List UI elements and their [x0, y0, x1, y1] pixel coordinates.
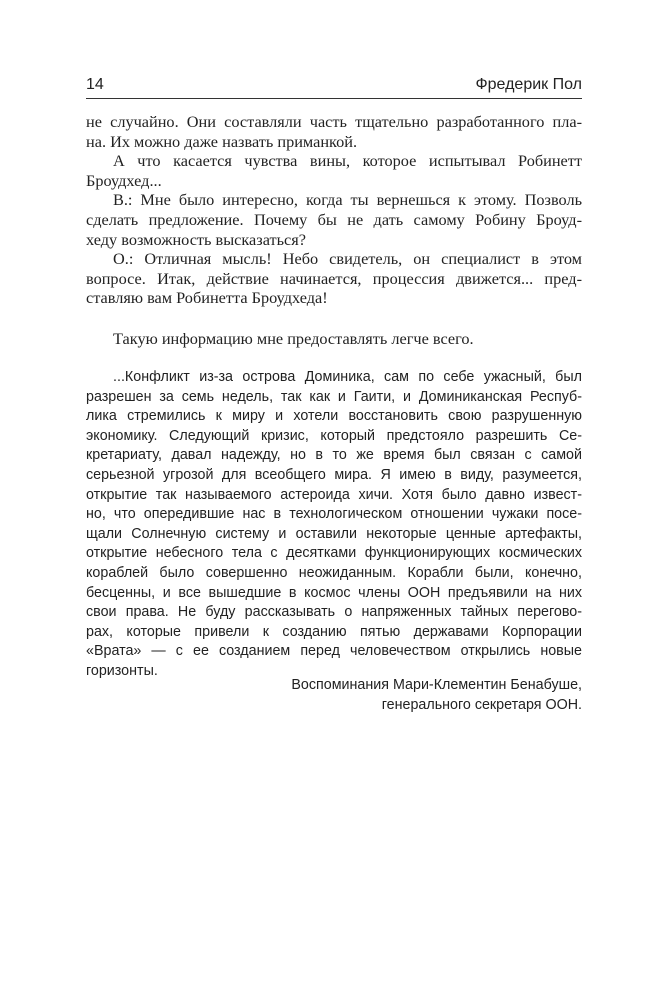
running-header [86, 76, 582, 99]
text-line: открытие так называемого астероида хичи. Хотя было давно извест- [86, 486, 582, 503]
text-line: «Врата» — с ее созданием перед человечеством открылись новые [86, 643, 582, 660]
text-line: щали Солнечную систему и оставили некоторые ценные артефакты, [86, 525, 582, 542]
text-line: лика стремились к миру и хотели восстановить свою разрушенную [86, 408, 582, 425]
text-line: хеду возможность высказаться? [86, 229, 307, 249]
text-line: сделать предложение. Почему бы не дать самому Робину Броуд- [86, 209, 582, 229]
text-line: разрешен за семь недель, так как и Гаити, и Доминиканская Респуб- [86, 388, 582, 405]
text-line: Такую информацию мне предоставлять легче всего. [113, 329, 474, 348]
attribution [291, 676, 582, 715]
text-line: кретариату, давал надежду, но в то же время был связан с самой [86, 447, 582, 464]
text-line: открытие небесного тела с десятками функционирующих космических [86, 545, 582, 562]
dialogue-text [86, 112, 582, 308]
text-line: О.: Отличная мысль! Небо свидетель, он специалист в этом [113, 249, 582, 269]
text-line: А что касается чувства вины, которое испытывал Робинетт [113, 151, 582, 171]
text-line: но, что опередившие нас в технологическом отношении чужаки посе- [86, 506, 582, 523]
attribution-line: генерального секретаря ООН. [381, 696, 582, 713]
text-line: свои права. Не буду рассказывать о напряженных тайных перегово- [86, 604, 582, 621]
text-line: горизонты. [86, 662, 158, 679]
text-line: серьезной угрозой для всеобщего мира. Я имею в виду, разумеется, [86, 466, 582, 483]
text-line: вопросе. Итак, действие начинается, процессия движется... пред- [86, 268, 582, 288]
memoir-excerpt [86, 368, 582, 682]
text-line: экономику. Следующий кризис, который предстояло разрешить Се- [86, 427, 582, 444]
text-line: рах, которые привели к созданию пятью державами Корпорации [86, 623, 582, 640]
text-line: ...Конфликт из-за острова Доминика, сам по себе ужасный, был [113, 369, 582, 385]
standalone-paragraph [86, 329, 582, 349]
text-line: на. Их можно даже назвать приманкой. [86, 131, 358, 151]
text-line: кораблей было совершенно неожиданным. Корабли были, конечно, [86, 564, 582, 581]
text-line: В.: Мне было интересно, когда ты вернешься к этому. Позволь [113, 190, 582, 210]
text-line: ставляю вам Робинетта Броудхеда! [86, 288, 328, 308]
attribution-line: Воспоминания Мари-Клементин Бенабуше, [291, 677, 582, 693]
page-number: 14 [86, 76, 104, 93]
text-line: бесценны, и все вышедшие в космос члены ООН предъявили на них [86, 584, 582, 601]
text-line: Броудхед... [86, 170, 162, 190]
text-line: не случайно. Они составляли часть тщательно разработанного пла- [86, 112, 582, 131]
running-header-author: Фредерик Пол [475, 76, 582, 93]
